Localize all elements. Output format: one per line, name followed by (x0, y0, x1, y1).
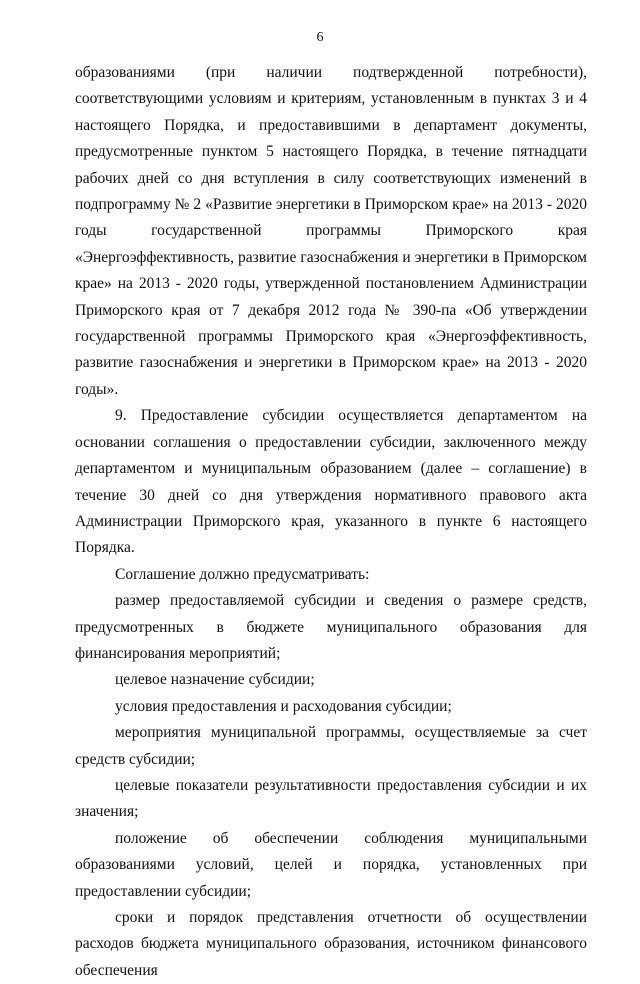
list-item-compliance: положение об обеспечении соблюдения муниципальными образованиями условий, целей и порядка, установленных при предоставлении субсидии; (75, 829, 587, 900)
list-item-reporting: сроки и порядок представления отчетности об осуществлении расходов бюджета муниципального образования, источником финансового обеспечения (75, 909, 587, 979)
paragraph-continuation: образованиями (при наличии подтвержденной потребности), соответствующими условиям и критериям, установленным в пунктах 3 и 4 настоящего Порядка, и предоставившими в департамент документы, предусмотренные пунктом 5 настоящего Порядка, в течение пятнадцати рабочих дней со дня вступления в силу соответствующих изменений в подпрограмму № 2 «Развитие энергетики в Приморском крае» на 2013 - 2020 годы государственной программы Приморского края «Энергоэффективность, развитие газоснабжения и энергетики в Приморском крае» на 2013 - 2020 годы, утвержденной постановлением Администрации Приморского края от 7 декабря 2012 года № 390-па «Об утверждении государственной программы Приморского края «Энергоэффективность, развитие газоснабжения и энергетики в Приморском крае» на 2013 - 2020 годы». (75, 64, 587, 398)
document-body (75, 60, 587, 984)
list-item-conditions: условия предоставления и расходования субсидии; (115, 697, 452, 715)
list-item-subsidy-size: размер предоставляемой субсидии и сведения о размере средств, предусмотренных в бюджете муниципального образования для финансирования мероприятий; (75, 592, 587, 662)
paragraph-agreement-intro: Соглашение должно предусматривать: (115, 565, 370, 583)
list-item-program-activities: мероприятия муниципальной программы, осуществляемые за счет средств субсидии; (75, 724, 587, 768)
paragraph-item-9: 9. Предоставление субсидии осуществляется департаментом на основании соглашения о предоставлении субсидии, заключенного между департаментом и муниципальным образованием (далее – соглашение) в течение 30 дней со дня утверждения нормативного правового акта Администрации Приморского края, указанного в пункте 6 настоящего Порядка. (75, 407, 587, 557)
list-item-target-indicators: целевые показатели результативности предоставления субсидии и их значения; (75, 776, 587, 821)
page-number: 6 (316, 30, 324, 45)
list-item-purpose: целевое назначение субсидии; (115, 671, 315, 689)
